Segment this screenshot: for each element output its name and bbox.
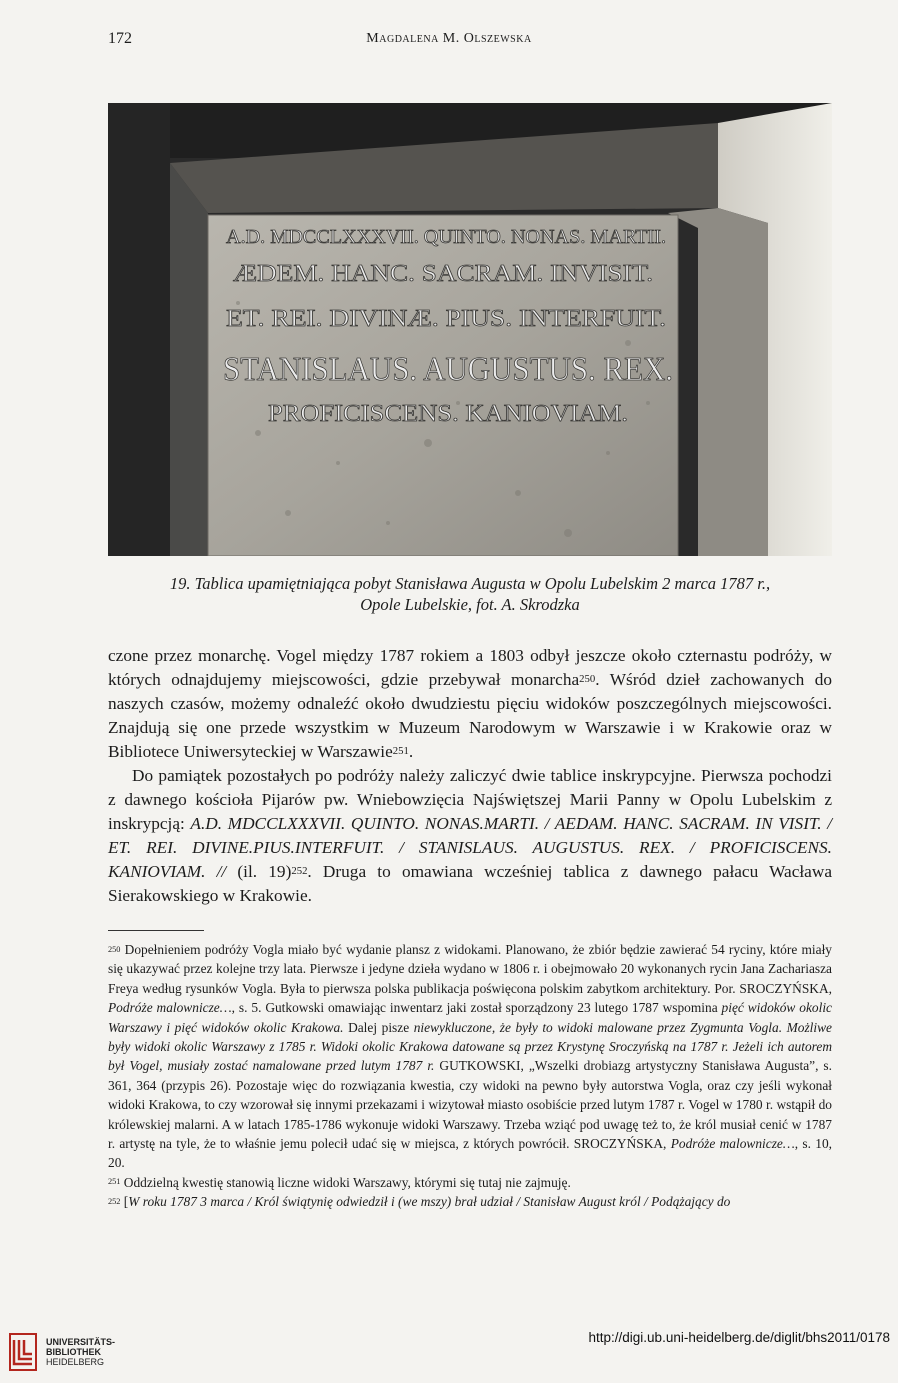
logo-line-1: UNIVERSITÄTS- xyxy=(46,1337,116,1347)
library-name xyxy=(46,1337,115,1367)
fn250-title-1: Podróże malownicze… xyxy=(108,1000,232,1016)
p2-text-a: Do pamiątek pozostałych po podróży należy zaliczyć dwie tablice inskrypcyjne. Pierwsza pochodzi z dawnego kościoła Pijarów pw. Wniebowzięcia Najświętszej Marii Panny w Opolu Lubelskim z inskrypcją: xyxy=(108,766,832,833)
p2-text-c: . Druga to omawiana wcześniej tablica z dawnego pałacu Wacława Sierakowskiego w Krakowie. xyxy=(108,862,833,905)
digital-source-url[interactable]: http://digi.ub.uni-heidelberg.de/diglit/bhs2011/0178 xyxy=(588,1330,890,1345)
body-text xyxy=(108,644,832,908)
fn250-text-a: Dopełnieniem podróży Vogla miało być wydanie plansz z widokami. Planowano, że zbiór będzie zawierać 54 ryciny, które miały się ukazywać przez kolejne trzy lata. Pierwsze i jedyne dzieła wydano w 1806 r. i obejmowało 20 wykonanych rycin Jana Zachariasza Freya według rysunków Vogla. Była to pierwsza polska publikacja poświęcona polskim zabytkom architektury. Por. SROCZYŃSKA, xyxy=(108,942,832,996)
plaque-photo xyxy=(108,103,832,556)
paragraph-2 xyxy=(108,764,832,908)
fn252-bracket: [ xyxy=(120,1194,129,1210)
figure-caption xyxy=(108,573,832,615)
library-emblem-icon xyxy=(8,1332,38,1372)
fn250-quote-2: niewykluczone, że były to widoki malowane przez Zygmunta Vogla. Możliwe były widoki okolic Warszawy z 1785 r. Widoki okolic Krakowa datowane są przez Krystynę Sroczyńską na 1787 r. Jeżeli ich autorem był Vogel, musiały zostać namalowane przed lutym 1787 r. xyxy=(108,1019,832,1074)
fn250-quote-1: pięć widoków okolic Warszawy i pięć widoków okolic Krakowa. xyxy=(108,1000,832,1035)
fn250-text-e: Dalej pisze xyxy=(343,1019,414,1035)
footnote-ref-250[interactable]: 250 xyxy=(579,672,596,685)
running-head xyxy=(0,30,898,52)
p1-text-b: . Wśród dzieł zachowanych do naszych czasów, możemy odnaleźć około dwudziestu pięciu widoków poszczególnych miejscowości. Znajdują się one przede wszystkim w Muzeum Narodowym w Warszawie i w Krakowie oraz w Bibliotece Uniwersyteckiej w Warszawie xyxy=(108,670,832,761)
footnote-252-number: 252 xyxy=(108,1196,121,1206)
footnote-250-number: 250 xyxy=(108,944,121,954)
fn250-text-i: , s. 10, 20. xyxy=(108,1136,832,1171)
library-logo xyxy=(8,1332,268,1374)
page-number: 172 xyxy=(108,30,132,47)
footnote-ref-251[interactable]: 251 xyxy=(392,744,409,757)
footnote-divider xyxy=(108,930,204,931)
p2-text-b: (il. 19) xyxy=(226,862,292,881)
footnote-251-number: 251 xyxy=(108,1177,121,1187)
inscription-line-3: ET. REI. DIVINÆ. PIUS. INTERFUIT. xyxy=(226,306,666,332)
caption-line-2: Opole Lubelskie, fot. A. Skrodzka xyxy=(360,595,580,614)
logo-line-2: BIBLIOTHEK xyxy=(46,1347,101,1357)
caption-line-1: 19. Tablica upamiętniająca pobyt Stanisława Augusta w Opolu Lubelskim 2 marca 1787 r., xyxy=(169,574,771,593)
running-head-author: Magdalena M. Olszewska xyxy=(366,31,532,46)
figure-photo-inscription-plaque xyxy=(108,103,832,556)
footnote-250 xyxy=(108,940,832,1173)
fn251-text: Oddzielną kwestię stanowią liczne widoki Warszawy, którymi się tutaj nie zajmuję. xyxy=(120,1174,571,1190)
inscription-line-5: PROFICISCENS. KANIOVIAM. xyxy=(268,401,628,427)
footnote-252 xyxy=(108,1192,832,1211)
fn250-title-2: Podróże malownicze… xyxy=(670,1136,795,1152)
inscription-line-1: A.D. MDCCLXXXVII. QUINTO. NONAS. MARTII. xyxy=(226,226,666,248)
fn250-text-g: GUTKOWSKI, „Wszelki drobiazg artystyczny Stanisława Augusta”, s. 361, 364 (przypis 26). Pozostaje więc do rozwiązania kwestia, czy widoki na pewno były autorstwa Vogla, oraz czy jeśli wykonał widoki Krakowa, to czy wzorował się innymi przekazami i wizytował miasto osobiście przed lutym 1787 r. Vogel w 1780 r. wstąpił do królewskiej malarni. A w latach 1785-1786 wykonuje widoki Warszawy. Trzeba wziąć pod uwagę też to, że król musiał cenić w 1787 r. artystę na tyle, że to właśnie jemu polecił udać się w miejsca, z których powrócił. SROCZYŃSKA, xyxy=(108,1058,832,1152)
fn250-text-c: , s. 5. Gutkowski omawiając inwentarz jaki został sporządzony 23 lutego 1787 wspomina xyxy=(231,1000,722,1016)
p1-text-c: . xyxy=(408,742,414,761)
p1-text-a: czone przez monarchę. Vogel między 1787 rokiem a 1803 odbył jeszcze około czternastu podróży, w których odnajdujemy miejscowości, gdzie przebywał monarcha xyxy=(108,646,832,689)
inscription-line-4: STANISLAUS. AUGUSTUS. REX. xyxy=(223,351,673,388)
fn252-quote: W roku 1787 3 marca / Król świątynię odwiedził i (we mszy) brał udział / Stanisław August król / Podążający do xyxy=(128,1194,731,1210)
footnotes xyxy=(108,940,832,1212)
footnote-ref-252[interactable]: 252 xyxy=(291,864,308,877)
paragraph-1 xyxy=(108,644,832,764)
logo-line-3: HEIDELBERG xyxy=(46,1357,105,1367)
footnote-251 xyxy=(108,1173,832,1192)
p2-inscription-quote: A.D. MDCCLXXXVII. QUINTO. NONAS.MARTI. / AEDAM. HANC. SACRAM. IN VISIT. / ET. REI. DIVINE.PIUS.INTERFUIT. / STANISLAUS. AUGUSTUS. REX. / PROFICISCENS. KANIOVIAM. // xyxy=(108,814,832,881)
inscription-line-2: ÆDEM. HANC. SACRAM. INVISIT. xyxy=(233,261,653,287)
